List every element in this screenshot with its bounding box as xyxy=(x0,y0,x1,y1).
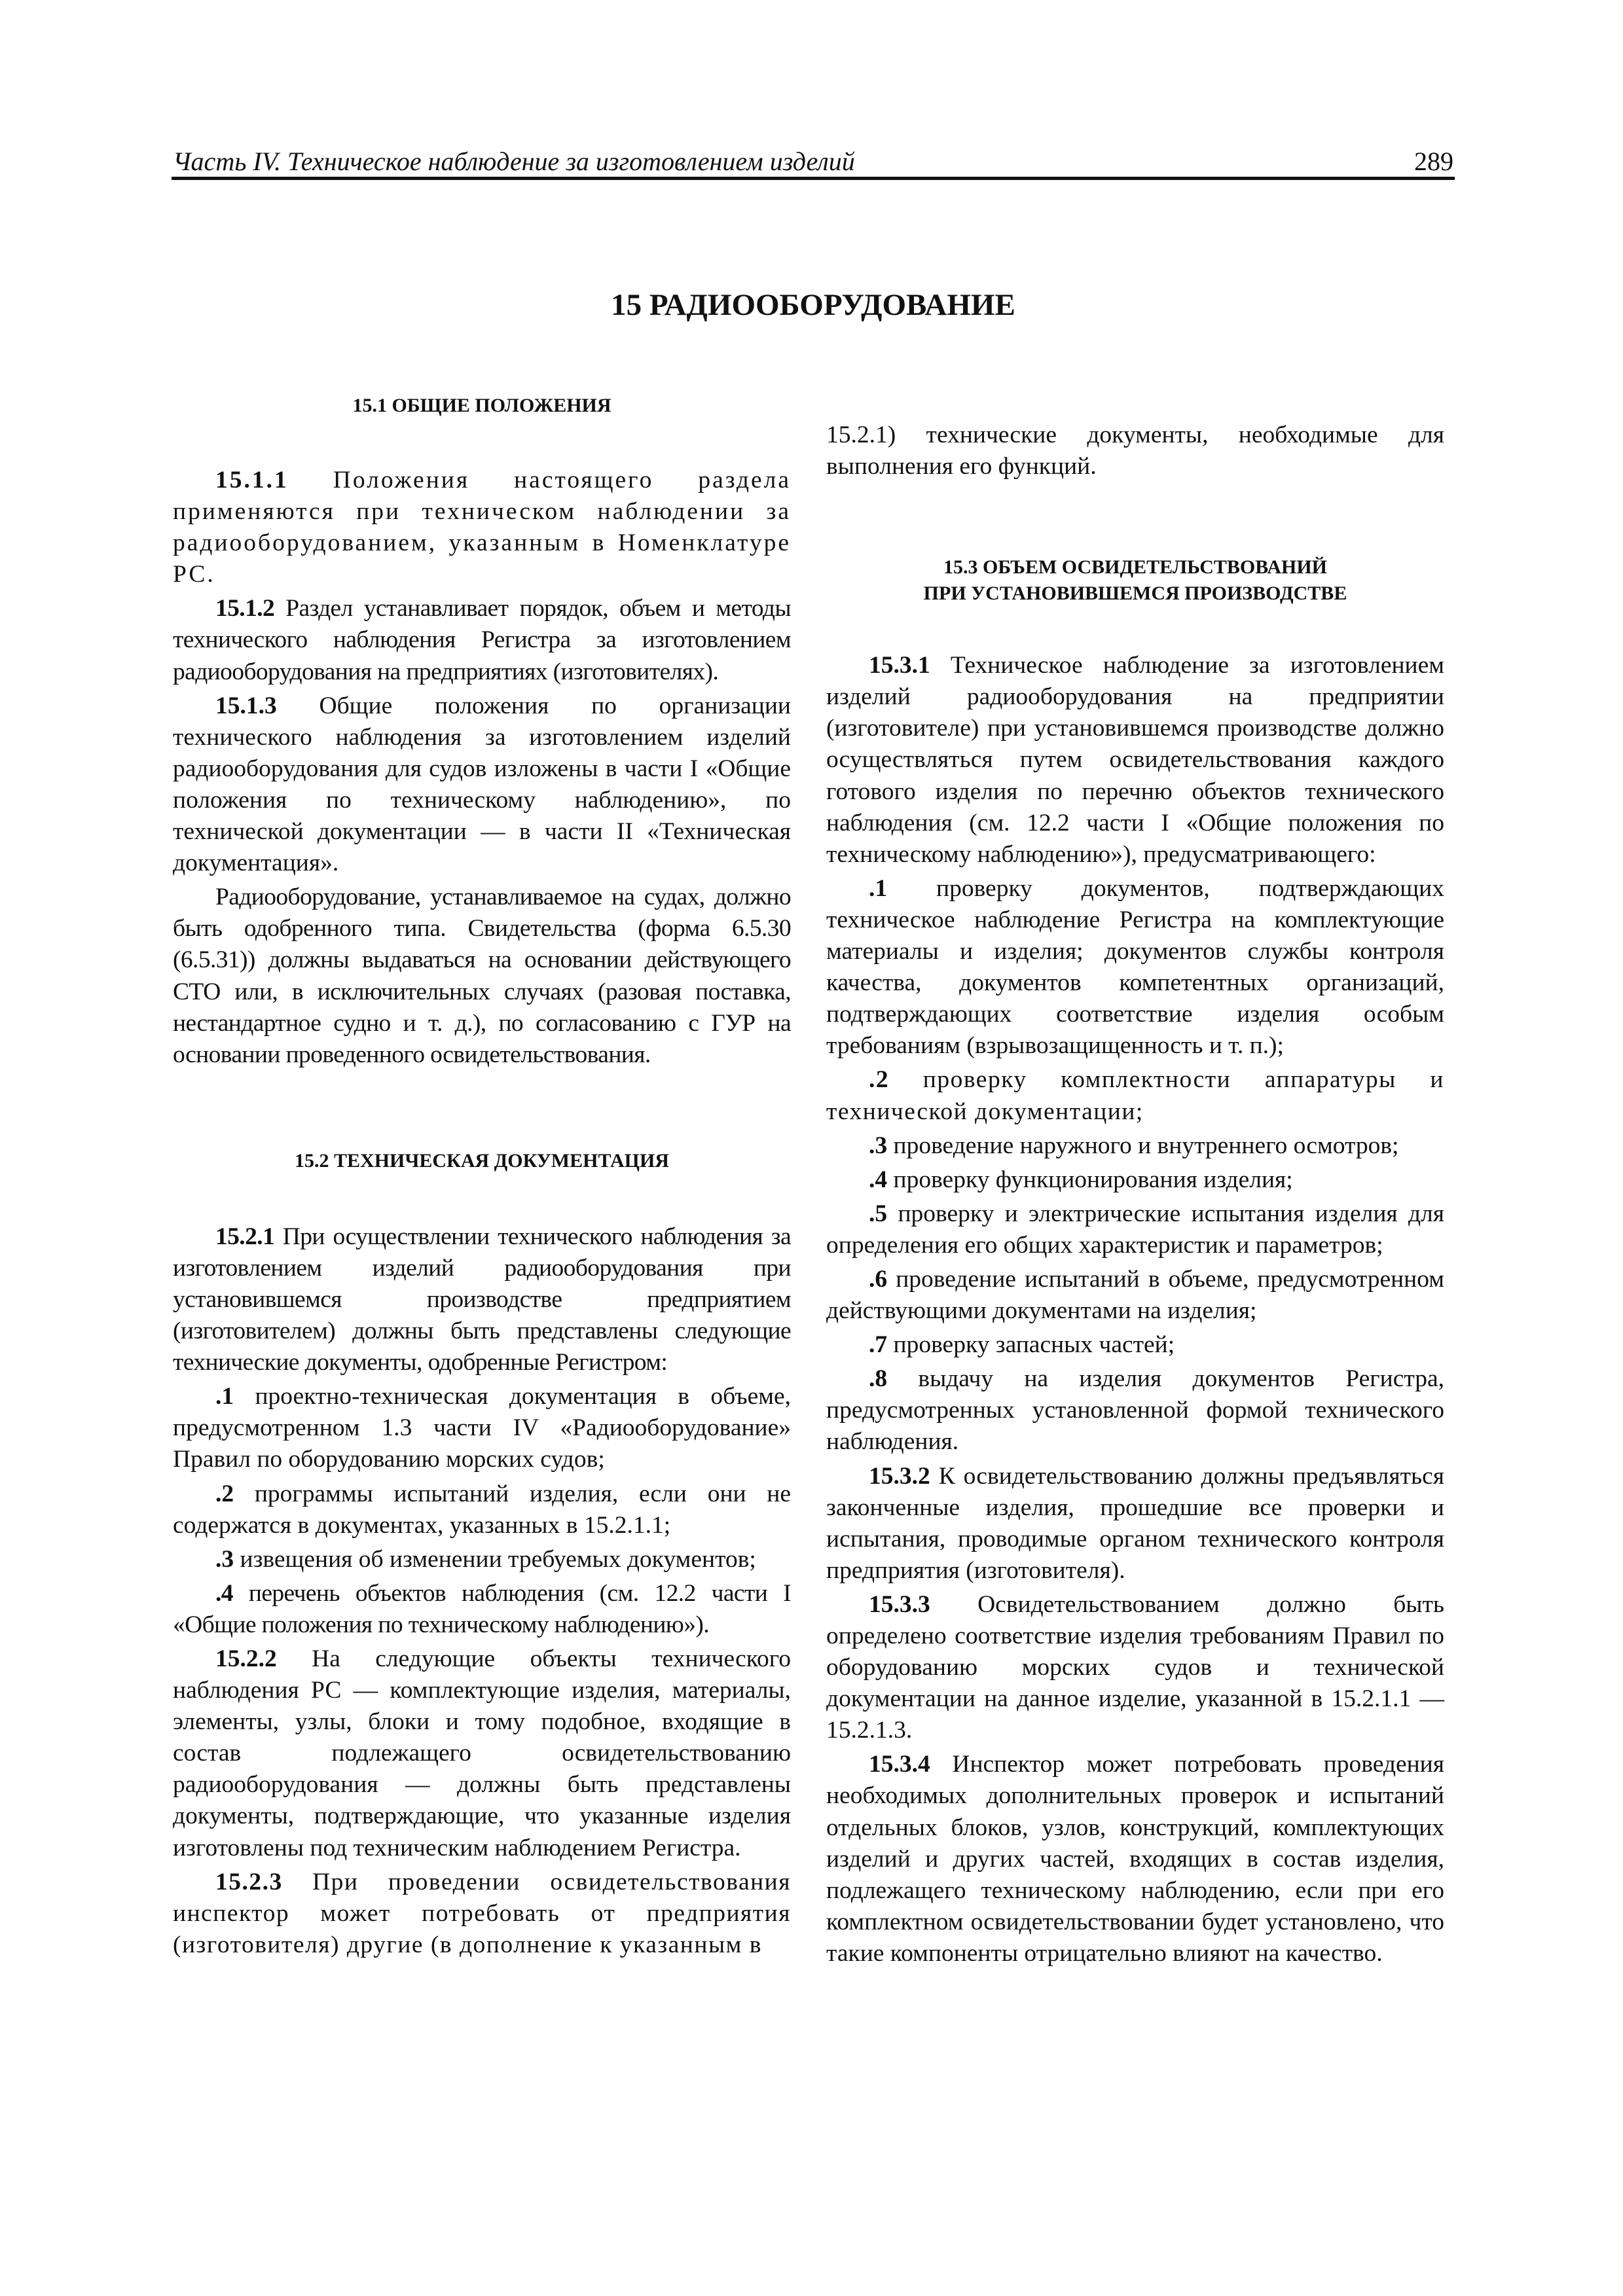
item-number: .3 xyxy=(215,1545,234,1573)
list-item-15-3-1-4 xyxy=(826,1164,1444,1196)
section-heading-15-3 xyxy=(826,554,1444,607)
clause-number: 15.3.4 xyxy=(869,1751,930,1778)
left-column xyxy=(173,393,791,1964)
clause-number: 15.2.2 xyxy=(215,1645,277,1672)
item-number: .2 xyxy=(215,1480,234,1507)
item-number: .5 xyxy=(869,1200,888,1227)
list-item-15-3-1-3 xyxy=(826,1130,1444,1162)
paragraph-15-3-1 xyxy=(826,650,1444,870)
paragraph-text: На следующие объекты технического наблюдения РС — комплектующие изделия, материалы, элементы, узлы, блоки и тому подобное, входящие в состав подлежащего освидетельствованию радиооборудования — должны быть представлены документы, подтверждающие, что указанные изделия изготовлены под техническим наблюдением Регистра. xyxy=(173,1645,791,1861)
clause-number: 15.2.3 xyxy=(215,1868,283,1895)
header-rule xyxy=(172,177,1455,180)
section-heading-line: 15.3 ОБЪЕМ ОСВИДЕТЕЛЬСТВОВАНИЙ xyxy=(943,556,1328,579)
paragraph-text: Раздел устанавливает порядок, объем и методы технического наблюдения Регистра за изготовлением радиооборудования на предприятиях (изготовителях). xyxy=(173,595,791,685)
section-heading-15-1: 15.1 ОБЩИЕ ПОЛОЖЕНИЯ xyxy=(352,395,611,416)
item-number: .1 xyxy=(869,874,888,902)
item-number: .4 xyxy=(869,1166,888,1193)
clause-number: 15.2.1 xyxy=(215,1223,275,1250)
list-item-15-2-1-4 xyxy=(173,1578,791,1641)
list-item-15-2-1-1 xyxy=(173,1381,791,1475)
item-text: выдачу на изделия документов Регистра, предусмотренных установленной формой технического наблюдения. xyxy=(826,1365,1444,1456)
list-item-15-3-1-5 xyxy=(826,1198,1444,1261)
item-text: проверку комплектности аппаратуры и технической документации; xyxy=(826,1066,1444,1125)
paragraph-text: К освидетельствованию должны предъявляться законченные изделия, прошедшие все проверки и испытания, проводимые органом технического контроля предприятия (изготовителя). xyxy=(826,1462,1444,1584)
item-text: проектно-техническая документация в объеме, предусмотренном 1.3 части IV «Радиооборудование» Правил по оборудованию морских судов; xyxy=(173,1383,791,1473)
clause-number: 15.3.1 xyxy=(869,652,930,679)
list-item-15-2-1-2 xyxy=(173,1479,791,1541)
paragraph-text: Техническое наблюдение за изготовлением изделий радиооборудования на предприятии (изготовителе) при установившемся производстве должно осуществляться путем освидетельствования каждого готового изделия по перечню объектов технического наблюдения (см. 12.2 части I «Общие положения по техническому наблюдению»), предусматривающего: xyxy=(826,652,1444,868)
item-text: проведение испытаний в объеме, предусмотренном действующими документами на изделия; xyxy=(826,1265,1444,1325)
item-number: .2 xyxy=(869,1066,890,1094)
paragraph-text: Положения настоящего раздела применяются при техническом наблюдении за радиооборудованием, указанным в Номенклатуре РС. xyxy=(173,467,791,588)
paragraph-15-1-3 xyxy=(173,691,791,880)
paragraph-15-2-1 xyxy=(173,1221,791,1378)
paragraph-text: При осуществлении технического наблюдения за изготовлением изделий радиооборудования при установившемся производстве предприятием (изготовителем) должны быть представлены следующие технические документы, одобренные Регистром: xyxy=(173,1223,791,1376)
clause-number: 15.1.2 xyxy=(215,595,275,622)
running-title: Часть IV. Техническое наблюдение за изготовлением изделий xyxy=(173,147,855,176)
section-heading-line: ПРИ УСТАНОВИВШЕМСЯ ПРОИЗВОДСТВЕ xyxy=(923,583,1347,605)
item-number: .6 xyxy=(869,1265,888,1293)
item-number: .4 xyxy=(215,1579,233,1607)
paragraph-15-2-3 xyxy=(173,1867,791,1961)
right-column xyxy=(826,393,1444,1972)
paragraph-15-3-4 xyxy=(826,1749,1444,1969)
item-text: программы испытаний изделия, если они не содержатся в документах, указанных в 15.2.1.1; xyxy=(173,1480,791,1539)
item-number: .7 xyxy=(869,1331,888,1359)
item-number: .1 xyxy=(215,1383,234,1410)
clause-number: 15.1.1 xyxy=(215,467,289,493)
list-item-15-2-1-3 xyxy=(173,1544,791,1575)
paragraph-15-1-1 xyxy=(173,465,791,590)
paragraph-text: Освидетельствованием должно быть определено соответствие изделия требованиям Правил по оборудованию морских судов и технической документации на данное изделие, указанной в 15.2.1.1 — 15.2.1.3. xyxy=(826,1590,1444,1744)
item-text: перечень объектов наблюдения (см. 12.2 части I «Общие положения по техническому наблюдению»). xyxy=(173,1579,791,1638)
paragraph-radio-equipment: Радиооборудование, устанавливаемое на судах, должно быть одобренного типа. Свидетельства (форма 6.5.30 (6.5.31)) должны выдаваться на основании действующего СТО или, в исключительных случаях (разовая поставка, нестандартное судно и т. д.), по согласованию с ГУР на основании проведенного освидетельствования. xyxy=(173,884,791,1068)
paragraph-15-2-3-continued: 15.2.1) технические документы, необходимые для выполнения его функций. xyxy=(826,422,1444,480)
paragraph-15-3-3 xyxy=(826,1589,1444,1746)
running-header xyxy=(173,145,1453,178)
chapter-title: 15 РАДИООБОРУДОВАНИЕ xyxy=(611,288,1015,322)
item-text: проверку и электрические испытания изделия для определения его общих характеристик и параметров; xyxy=(826,1200,1444,1259)
item-text: извещения об изменении требуемых документов; xyxy=(234,1545,756,1573)
list-item-15-3-1-1 xyxy=(826,873,1444,1062)
page-number: 289 xyxy=(1414,147,1453,176)
paragraph-text: Общие положения по организации технического наблюдения за изготовлением изделий радиооборудования для судов изложены в части I «Общие положения по техническому наблюдению», по технической документации — в части II «Техническая документация». xyxy=(173,692,791,877)
item-number: .3 xyxy=(869,1132,888,1159)
clause-number: 15.1.3 xyxy=(215,692,277,719)
item-text: проверку документов, подтверждающих техническое наблюдение Регистра на комплектующие материалы и изделия; документов службы контроля качества, документов компетентных организаций, подтверждающих соответствие изделия особым требованиям (взрывозащищенность и т. п.); xyxy=(826,874,1444,1060)
paragraph-text: Инспектор может потребовать проведения необходимых дополнительных проверок и испытаний отдельных блоков, узлов, конструкций, комплектующих изделий и других частей, входящих в состав изделия, подлежащего техническому наблюдению, если при его комплектном освидетельствовании будет установлено, что такие компоненты отрицательно влияют на качество. xyxy=(826,1751,1444,1967)
item-text: проверку запасных частей; xyxy=(887,1331,1175,1359)
list-item-15-3-1-7 xyxy=(826,1329,1444,1361)
list-item-15-3-1-6 xyxy=(826,1264,1444,1327)
paragraph-text: При проведении освидетельствования инспектор может потребовать от предприятия (изготовителя) другие (в дополнение к указанным в xyxy=(173,1868,791,1958)
item-text: проверку функционирования изделия; xyxy=(887,1166,1293,1193)
item-number: .8 xyxy=(869,1365,888,1393)
clause-number: 15.3.3 xyxy=(869,1590,930,1618)
clause-number: 15.3.2 xyxy=(869,1462,930,1490)
list-item-15-3-1-2 xyxy=(826,1064,1444,1127)
paragraph-15-1-2 xyxy=(173,593,791,687)
section-heading-15-2: 15.2 ТЕХНИЧЕСКАЯ ДОКУМЕНТАЦИЯ xyxy=(295,1149,669,1172)
item-text: проведение наружного и внутреннего осмотров; xyxy=(887,1132,1399,1159)
paragraph-15-3-2 xyxy=(826,1461,1444,1587)
paragraph-15-2-2 xyxy=(173,1643,791,1864)
list-item-15-3-1-8 xyxy=(826,1363,1444,1458)
